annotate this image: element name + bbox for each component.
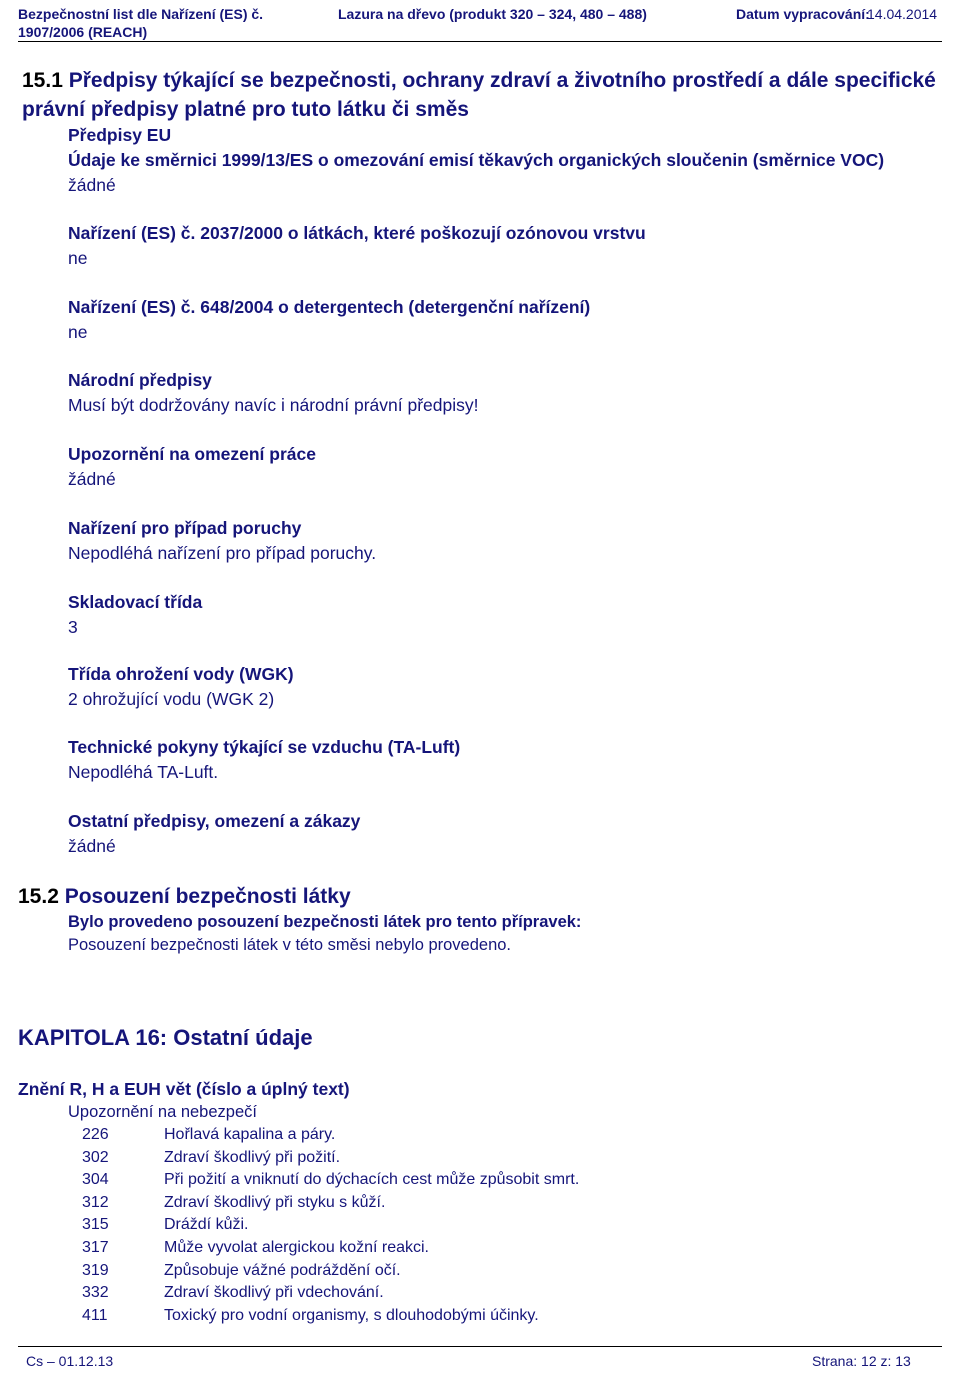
detergent-label: Nařízení (ES) č. 648/2004 o detergentech (detergenční nařízení) [68,297,591,317]
safety-assessment-label: Bylo provedeno posouzení bezpečnosti látek pro tento přípravek: [68,913,582,931]
hazard-subheading: Upozornění na nebezpečí [68,1103,257,1121]
hazard-text: Toxický pro vodní organismy, s dlouhodobými účinky. [164,1307,539,1324]
hazard-subheading-wrap [68,1101,938,1123]
other-regulations-label: Ostatní předpisy, omezení a zákazy [68,811,361,831]
hazard-row [82,1260,682,1282]
national-label: Národní předpisy [68,370,212,390]
ta-luft-label: Technické pokyny týkající se vzduchu (TA-Luft) [68,737,461,757]
section-15-1-title [22,66,942,124]
wgk-block [68,662,938,712]
hazard-row [82,1282,682,1304]
safety-assessment-block [68,911,938,957]
eu-regulations-label [68,123,938,148]
phrases-heading: Znění R, H a EUH vět (číslo a úplný text) [18,1079,350,1099]
hazard-code: 302 [82,1149,109,1166]
chapter-16-title: KAPITOLA 16: Ostatní údaje [18,1025,313,1050]
section-15-1-number: 15.1 [22,69,63,92]
work-restriction-block [68,442,938,492]
header-date-label: Datum vypracování: [736,6,870,22]
hazard-code: 319 [82,1262,109,1279]
header-regulation-line1: Bezpečnostní list dle Nařízení (ES) č. [18,6,264,22]
hazard-text: Zdraví škodlivý při vdechování. [164,1284,384,1301]
accident-value: Nepodléhá nařízení pro případ poruchy. [68,543,377,563]
national-block [68,368,938,418]
section-15-2-heading: Posouzení bezpečnosti látky [64,885,351,908]
footer-divider [18,1346,942,1347]
hazard-row [82,1124,682,1146]
section-15-2-title [18,883,351,911]
voc-value: žádné [68,175,116,195]
footer-version: Cs – 01.12.13 [26,1353,114,1369]
work-restriction-value: žádné [68,469,116,489]
hazard-row [82,1214,682,1236]
section-15-2-number: 15.2 [18,885,59,908]
hazard-code: 304 [82,1171,109,1188]
accident-block [68,516,938,566]
ta-luft-block [68,735,938,785]
work-restriction-label: Upozornění na omezení práce [68,444,316,464]
hazard-text: Může vyvolat alergickou kožní reakci. [164,1239,429,1256]
other-regulations-value: žádné [68,836,116,856]
hazard-code: 226 [82,1126,109,1143]
detergent-value: ne [68,322,88,342]
section-15-1-heading: Předpisy týkající se bezpečnosti, ochrany zdraví a životního prostředí a dále specifické právní předpisy platné pro tuto látku či směs [22,69,936,121]
storage-class-block [68,590,938,640]
header-regulation-line2: 1907/2006 (REACH) [18,24,148,40]
document-header [0,4,960,42]
ozone-label: Nařízení (ES) č. 2037/2000 o látkách, které poškozují ozónovou vrstvu [68,223,646,243]
hazard-text: Při požití a vniknutí do dýchacích cest může způsobit smrt. [164,1171,580,1188]
storage-class-value: 3 [68,617,78,637]
ta-luft-value: Nepodléhá TA-Luft. [68,762,219,782]
header-product-name: Lazura na dřevo (produkt 320 – 324, 480 – 488) [338,6,647,22]
header-divider [18,41,942,42]
hazard-row [82,1147,682,1169]
hazard-row [82,1305,682,1327]
voc-label: Údaje ke směrnici 1999/13/ES o omezování emisí těkavých organických sloučenin (směrnice VOC) [68,150,885,170]
other-regulations-block [68,809,938,859]
hazard-code: 332 [82,1284,109,1301]
hazard-code: 411 [82,1307,108,1324]
accident-label: Nařízení pro případ poruchy [68,518,302,538]
hazard-text: Zdraví škodlivý při styku s kůží. [164,1194,386,1211]
voc-block [68,148,938,198]
hazard-code: 315 [82,1216,109,1233]
hazard-row [82,1169,682,1191]
hazard-code: 317 [82,1239,109,1256]
hazard-code: 312 [82,1194,109,1211]
safety-assessment-value: Posouzení bezpečnosti látek v této směsi nebylo provedeno. [68,936,512,954]
hazard-text: Způsobuje vážné podráždění očí. [164,1262,401,1279]
hazard-row [82,1237,682,1259]
hazard-text: Hořlavá kapalina a páry. [164,1126,336,1143]
wgk-value: 2 ohrožující vodu (WGK 2) [68,689,275,709]
hazard-text: Dráždí kůži. [164,1216,249,1233]
national-value: Musí být dodržovány navíc i národní právní předpisy! [68,395,479,415]
eu-regulations-text: Předpisy EU [68,125,172,145]
ozone-block [68,221,938,271]
wgk-label: Třída ohrožení vody (WGK) [68,664,294,684]
storage-class-label: Skladovací třída [68,592,203,612]
hazard-text: Zdraví škodlivý při požití. [164,1149,341,1166]
footer-page-number: Strana: 12 z: 13 [812,1353,911,1369]
detergent-block [68,295,938,345]
ozone-value: ne [68,248,88,268]
hazard-row [82,1192,682,1214]
header-date-value: 14.04.2014 [867,6,938,22]
